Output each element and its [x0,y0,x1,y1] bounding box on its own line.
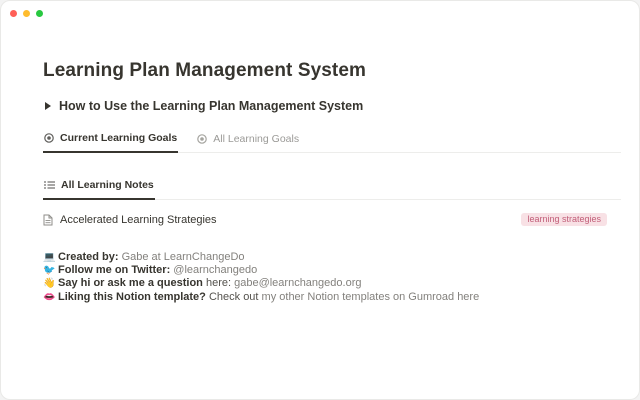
goals-view-tabs [43,130,621,153]
tab-label: All Learning Goals [213,132,300,145]
credit-plain-text: here: [205,277,232,290]
target-icon [197,134,207,144]
credit-bold-text: Say hi or ask me a question [58,277,203,290]
toggle-block-how-to-use[interactable] [43,98,621,114]
tab-label: All Learning Notes [61,179,154,191]
credit-bold-text: Follow me on Twitter: [58,264,171,277]
credit-line-contact [43,277,621,290]
credit-bold-text: Created by: [58,251,119,263]
email-link[interactable]: gabe@learnchangedo.org [234,277,362,290]
list-icon [44,180,55,190]
credit-line-created-by [43,251,621,264]
target-icon [44,133,54,143]
tab-all-learning-notes[interactable] [43,177,155,200]
lips-icon: 👄 [43,291,56,303]
twitter-handle-link[interactable]: @learnchangedo [173,264,258,277]
page-link-title[interactable]: Accelerated Learning Strategies [60,213,217,226]
list-item-accelerated-learning-strategies[interactable] [43,209,621,230]
waving-hand-icon: 👋 [43,278,56,290]
footer-credits [43,251,621,304]
credit-plain-text: Check out [208,290,259,303]
toggle-triangle-icon[interactable] [45,102,51,110]
page-icon [43,214,53,226]
tag-learning-strategies[interactable]: learning strategies [521,213,607,226]
zoom-window-button[interactable] [36,10,43,17]
creator-link[interactable]: Gabe at LearnChangeDo [121,251,245,263]
close-window-button[interactable] [10,10,17,17]
bird-icon: 🐦 [43,265,56,277]
toggle-label: How to Use the Learning Plan Management System [59,99,364,113]
minimize-window-button[interactable] [23,10,30,17]
page-content [1,59,639,304]
gumroad-link[interactable]: my other Notion templates on Gumroad here [261,290,480,303]
notes-view-tabs [43,177,621,200]
tab-label: Current Learning Goals [60,132,178,144]
credit-bold-text: Liking this Notion template? [58,290,206,303]
tab-current-learning-goals[interactable] [43,130,178,153]
page-title: Learning Plan Management System [43,60,367,81]
tab-all-learning-goals[interactable] [196,130,300,152]
credit-line-twitter [43,264,621,277]
credit-line-gumroad [43,291,621,304]
window-controls [10,10,43,17]
laptop-icon: 💻 [43,252,56,263]
